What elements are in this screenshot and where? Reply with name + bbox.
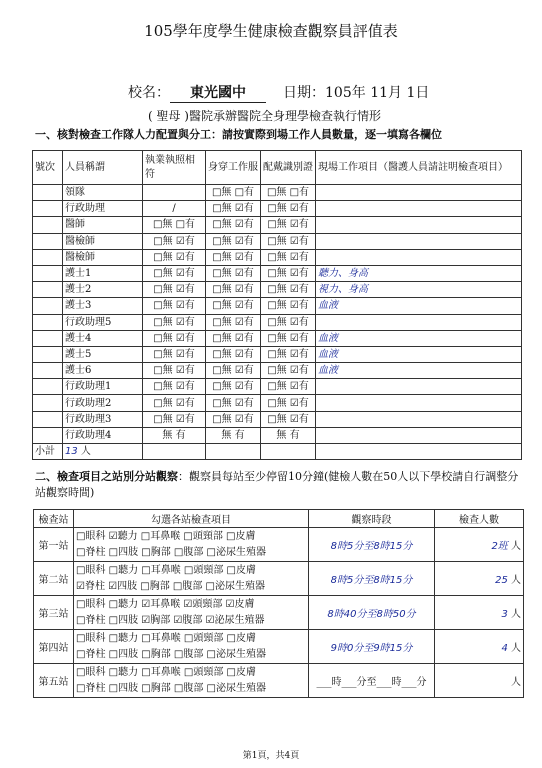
staff-title: 護士4: [63, 330, 143, 346]
license-check: □無 ☑有: [143, 233, 206, 249]
station-items-line2: □脊柱 □四肢 □胸部 □腹部 □泌尿生殖器: [76, 648, 266, 660]
table-row: [33, 411, 522, 427]
station-name: 第四站: [34, 630, 74, 664]
license-check: □無 ☑有: [143, 411, 206, 427]
license-check: □無 □有: [143, 217, 206, 233]
station-count-cell: [435, 528, 524, 562]
uniform-check: 無 有: [206, 427, 261, 443]
staff-table-header: [33, 151, 522, 185]
badge-check: □無 ☑有: [261, 395, 316, 411]
staff-title: 醫師: [63, 217, 143, 233]
task-cell: [316, 249, 522, 265]
license-check: 無 有: [143, 427, 206, 443]
header-station: 檢查站: [34, 510, 74, 528]
header-task: 現場工作項目（醫護人員請註明檢查項目）: [316, 151, 522, 185]
license-check: □無 ☑有: [143, 314, 206, 330]
task-cell: [316, 217, 522, 233]
station-count-cell: [435, 596, 524, 630]
staff-title: 護士6: [63, 363, 143, 379]
station-name: 第一站: [34, 528, 74, 562]
date-line: [283, 82, 429, 102]
task-cell: 視力、身高: [316, 282, 522, 298]
date-label: 日期：: [283, 85, 325, 101]
row-number: [33, 411, 63, 427]
uniform-check: □無 ☑有: [206, 314, 261, 330]
station-items-line1: □眼科 □聽力 □耳鼻喉 □頭頸部 □皮膚: [76, 632, 256, 644]
row-number: [33, 395, 63, 411]
staff-title: 護士3: [63, 298, 143, 314]
row-number: [33, 298, 63, 314]
station-time: 9時0分至9時15分: [309, 630, 435, 664]
staff-title: 護士2: [63, 282, 143, 298]
station-items-line1: □眼科 □聽力 □耳鼻喉 □頭頸部 □皮膚: [76, 564, 256, 576]
station-count-unit: 人: [511, 677, 521, 688]
task-cell: 血液: [316, 330, 522, 346]
station-items-line2: □脊柱 □四肢 □胸部 □腹部 □泌尿生殖器: [76, 682, 266, 694]
station-count: 3: [501, 609, 508, 620]
header-badge: 配戴識別證: [261, 151, 316, 185]
station-row: [34, 630, 524, 664]
row-number: [33, 379, 63, 395]
staff-title: 行政助理3: [63, 411, 143, 427]
station-count-cell: [435, 562, 524, 596]
station-items: [74, 528, 309, 562]
staff-title: 行政助理: [63, 201, 143, 217]
row-number: [33, 233, 63, 249]
uniform-check: □無 ☑有: [206, 233, 261, 249]
table-row: [33, 314, 522, 330]
section1-heading: 一、核對檢查工作隊人力配置與分工：請按實際到場工作人員數量，逐一填寫各欄位: [35, 128, 442, 141]
station-items: [74, 562, 309, 596]
staff-table: [32, 150, 522, 460]
date-month: 11: [370, 85, 389, 101]
subtotal-empty: [206, 444, 261, 460]
task-cell: [316, 379, 522, 395]
license-check: /: [143, 201, 206, 217]
task-cell: [316, 427, 522, 443]
hospital-line: ( 聖母 )醫院承辦醫院全身理學檢查執行情形: [148, 109, 381, 123]
license-check: □無 ☑有: [143, 379, 206, 395]
station-row: [34, 596, 524, 630]
row-number: [33, 201, 63, 217]
header-title: 人員稱謂: [63, 151, 143, 185]
date-year: 105: [325, 85, 352, 101]
station-count-unit: 人: [511, 609, 521, 620]
table-row: [33, 265, 522, 281]
subtotal-unit: 人: [80, 446, 91, 458]
uniform-check: □無 ☑有: [206, 282, 261, 298]
station-row: [34, 664, 524, 698]
uniform-check: □無 ☑有: [206, 379, 261, 395]
section2-text: ：觀察員每站至少停留10分鐘(健檢人數在50人以下學校請自行調整分站觀察時間): [35, 470, 519, 499]
table-row: [33, 201, 522, 217]
task-cell: 聽力、身高: [316, 265, 522, 281]
station-items: [74, 630, 309, 664]
header-number: 號次: [33, 151, 63, 185]
task-cell: [316, 314, 522, 330]
station-count: 4: [501, 643, 508, 654]
row-number: [33, 330, 63, 346]
task-cell: 血液: [316, 346, 522, 362]
header-count: 檢查人數: [435, 510, 524, 528]
badge-check: □無 ☑有: [261, 379, 316, 395]
badge-check: 無 有: [261, 427, 316, 443]
table-row: [33, 298, 522, 314]
date-month-unit: 月: [388, 85, 403, 101]
staff-title: 護士1: [63, 265, 143, 281]
header-uniform: 身穿工作服: [206, 151, 261, 185]
task-cell: [316, 201, 522, 217]
subtotal-empty: [316, 444, 522, 460]
subtotal-empty: [261, 444, 316, 460]
staff-title: 領隊: [63, 185, 143, 201]
table-row: [33, 249, 522, 265]
row-number: [33, 427, 63, 443]
license-check: □無 ☑有: [143, 363, 206, 379]
station-row: [34, 528, 524, 562]
date-day: 1: [406, 85, 416, 101]
subtotal-empty: [143, 444, 206, 460]
station-time: ___時___分至___時___分: [309, 664, 435, 698]
task-cell: [316, 185, 522, 201]
table-row: [33, 185, 522, 201]
station-items-line1: □眼科 □聽力 □耳鼻喉 □頭頸部 □皮膚: [76, 666, 256, 678]
table-row: [33, 427, 522, 443]
table-row: [33, 363, 522, 379]
uniform-check: □無 ☑有: [206, 330, 261, 346]
badge-check: □無 ☑有: [261, 233, 316, 249]
station-name: 第二站: [34, 562, 74, 596]
staff-title: 行政助理2: [63, 395, 143, 411]
license-check: □無 ☑有: [143, 265, 206, 281]
header-period: 觀察時段: [309, 510, 435, 528]
subtotal-cell: [63, 444, 143, 460]
staff-title: 醫檢師: [63, 249, 143, 265]
staff-title: 醫檢師: [63, 233, 143, 249]
license-check: □無 ☑有: [143, 395, 206, 411]
uniform-check: □無 ☑有: [206, 363, 261, 379]
station-time: 8時40分至8時50分: [309, 596, 435, 630]
row-number: [33, 249, 63, 265]
station-name: 第五站: [34, 664, 74, 698]
badge-check: □無 ☑有: [261, 314, 316, 330]
station-items-line1: □眼科 ☑聽力 □耳鼻喉 □頭頸部 □皮膚: [76, 530, 256, 542]
license-check: □無 ☑有: [143, 346, 206, 362]
uniform-check: □無 ☑有: [206, 395, 261, 411]
subtotal-value: 13: [65, 446, 78, 458]
date-day-unit: 日: [415, 85, 430, 101]
badge-check: □無 ☑有: [261, 249, 316, 265]
badge-check: □無 ☑有: [261, 265, 316, 281]
task-cell: [316, 395, 522, 411]
badge-check: □無 ☑有: [261, 330, 316, 346]
task-cell: 血液: [316, 363, 522, 379]
station-items: [74, 596, 309, 630]
station-count-unit: 人: [511, 575, 521, 586]
station-count: 2班: [491, 541, 508, 552]
task-cell: [316, 233, 522, 249]
station-table-header: [34, 510, 524, 528]
table-row: [33, 217, 522, 233]
station-count: 25: [495, 575, 508, 586]
badge-check: □無 ☑有: [261, 411, 316, 427]
station-time: 8時5分至8時15分: [309, 528, 435, 562]
row-number: [33, 363, 63, 379]
task-cell: 血液: [316, 298, 522, 314]
badge-check: □無 ☑有: [261, 282, 316, 298]
station-items: [74, 664, 309, 698]
task-cell: [316, 411, 522, 427]
page-footer: 第1頁，共4頁: [242, 751, 300, 761]
uniform-check: □無 ☑有: [206, 249, 261, 265]
table-row: [33, 330, 522, 346]
staff-title: 行政助理1: [63, 379, 143, 395]
license-check: □無 ☑有: [143, 298, 206, 314]
license-check: □無 ☑有: [143, 330, 206, 346]
station-items-line2: □脊柱 □四肢 □胸部 □腹部 □泌尿生殖器: [76, 546, 266, 558]
header-items: 勾選各站檢查項目: [74, 510, 309, 528]
uniform-check: □無 ☑有: [206, 201, 261, 217]
license-check: □無 ☑有: [143, 249, 206, 265]
table-row: [33, 379, 522, 395]
badge-check: □無 ☑有: [261, 298, 316, 314]
table-row: [33, 233, 522, 249]
uniform-check: □無 ☑有: [206, 346, 261, 362]
form-title: 105學年度學生健康檢查觀察員評值表: [144, 22, 398, 40]
station-count-unit: 人: [511, 643, 521, 654]
school-name: 東光國中: [170, 82, 266, 103]
row-number: [33, 314, 63, 330]
station-count-unit: 人: [511, 541, 521, 552]
badge-check: □無 ☑有: [261, 363, 316, 379]
row-number: [33, 217, 63, 233]
row-number: [33, 282, 63, 298]
subtotal-label: 小計: [33, 444, 63, 460]
date-year-unit: 年: [351, 85, 366, 101]
uniform-check: □無 ☑有: [206, 298, 261, 314]
school-label: 校名：: [128, 85, 170, 101]
uniform-check: □無 ☑有: [206, 411, 261, 427]
station-row: [34, 562, 524, 596]
uniform-check: □無 □有: [206, 185, 261, 201]
school-line: [128, 82, 266, 103]
section2-heading: [35, 469, 525, 501]
badge-check: □無 ☑有: [261, 217, 316, 233]
license-check: [143, 185, 206, 201]
badge-check: □無 □有: [261, 185, 316, 201]
station-count-cell: [435, 664, 524, 698]
section2-title: 二、檢查項目之站別分站觀察: [35, 470, 178, 483]
table-row: [33, 282, 522, 298]
badge-check: □無 ☑有: [261, 346, 316, 362]
uniform-check: □無 ☑有: [206, 217, 261, 233]
station-time: 8時5分至8時15分: [309, 562, 435, 596]
row-number: [33, 265, 63, 281]
station-items-line2: □脊柱 □四肢 ☑胸部 ☑腹部 ☑泌尿生殖器: [76, 614, 265, 626]
station-table: [33, 509, 524, 698]
staff-title: 行政助理5: [63, 314, 143, 330]
badge-check: □無 ☑有: [261, 201, 316, 217]
row-number: [33, 185, 63, 201]
uniform-check: □無 ☑有: [206, 265, 261, 281]
station-count-cell: [435, 630, 524, 664]
staff-title: 護士5: [63, 346, 143, 362]
row-number: [33, 346, 63, 362]
staff-title: 行政助理4: [63, 427, 143, 443]
station-name: 第三站: [34, 596, 74, 630]
subtotal-row: [33, 444, 522, 460]
license-check: □無 ☑有: [143, 282, 206, 298]
station-items-line2: ☑脊柱 ☑四肢 □胸部 □腹部 □泌尿生殖器: [76, 580, 265, 592]
header-license: 執業執照相符: [143, 151, 206, 185]
station-items-line1: □眼科 □聽力 ☑耳鼻喉 ☑頭頸部 ☑皮膚: [76, 598, 255, 610]
table-row: [33, 395, 522, 411]
table-row: [33, 346, 522, 362]
